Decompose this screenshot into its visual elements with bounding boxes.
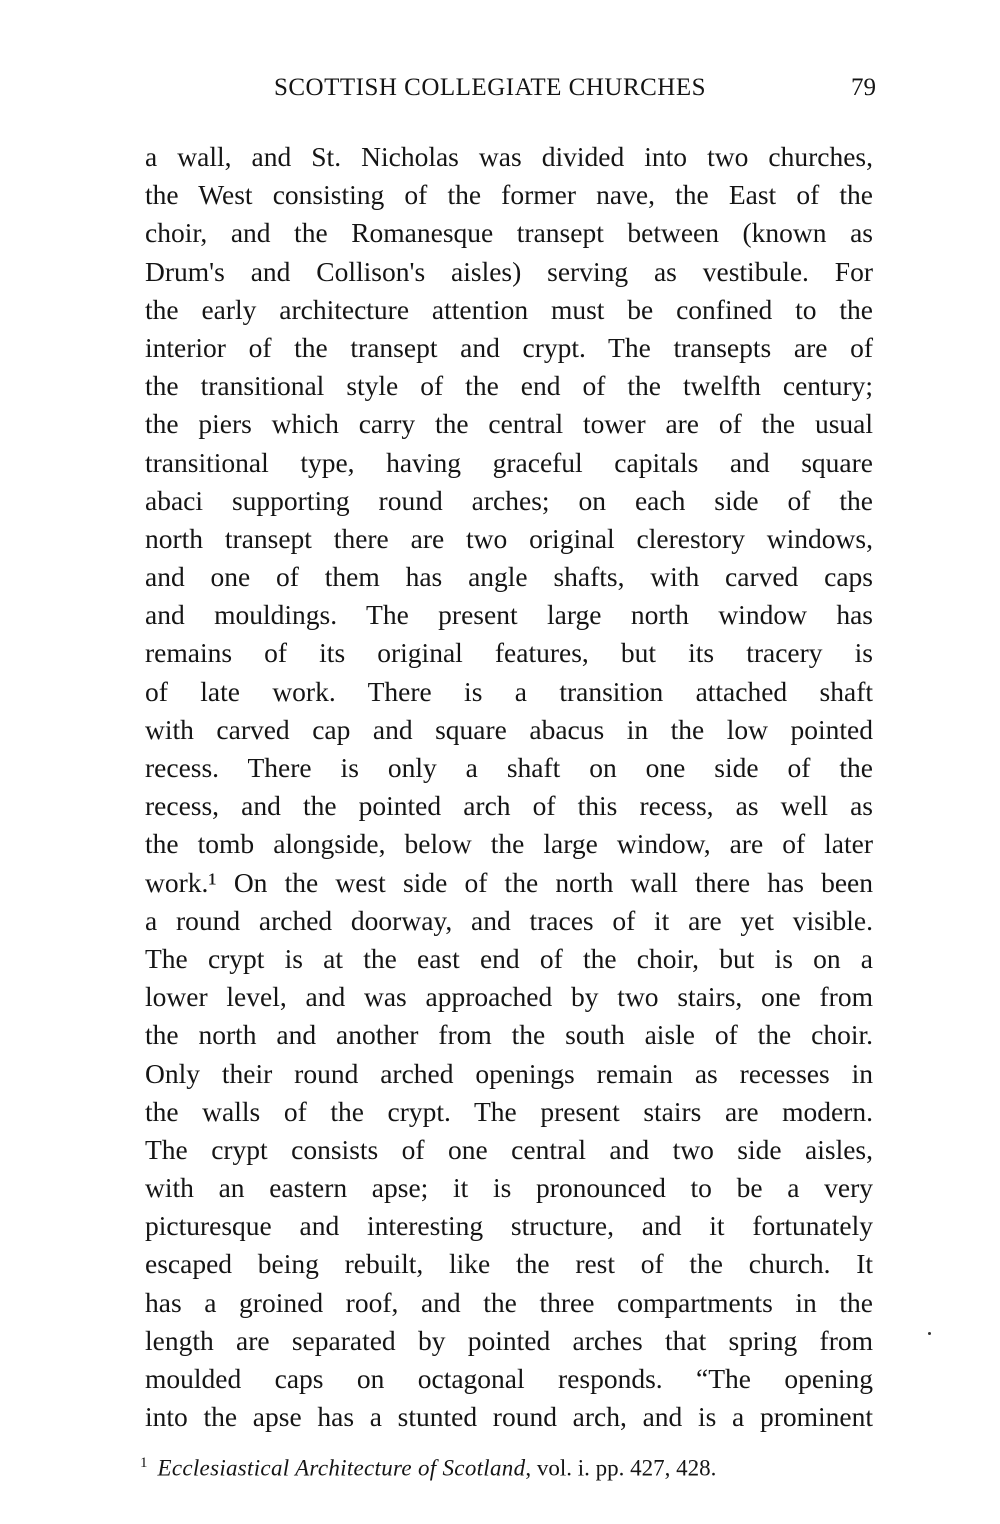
page-number: 79 <box>851 74 876 101</box>
text-line-content: has a groined roof, and the three compartments in the <box>145 1286 873 1318</box>
text-line <box>145 405 873 443</box>
text-line <box>145 1360 873 1398</box>
text-line-content: the transitional style of the end of the twelfth century; <box>145 370 873 402</box>
text-line-content: transitional type, having graceful capitals and square <box>145 446 873 478</box>
text-line <box>145 444 873 482</box>
text-line <box>145 1322 873 1360</box>
text-line-content: picturesque and interesting structure, and it fortunately <box>145 1210 873 1242</box>
text-line-content: a round arched doorway, and traces of it are yet visible. <box>145 904 873 936</box>
text-line <box>145 1093 873 1131</box>
text-line-content: work.¹ On the west side of the north wall there has been <box>145 866 873 898</box>
text-line <box>145 1245 873 1283</box>
text-line-content: recess. There is only a shaft on one side of the <box>145 752 873 783</box>
text-line-content: interior of the transept and crypt. The transepts are of <box>145 331 873 363</box>
text-line <box>145 329 873 367</box>
text-line <box>145 749 873 787</box>
text-line-content: a wall, and St. Nicholas was divided into two churches, <box>145 141 873 172</box>
text-line-content: choir, and the Romanesque transept between (known as <box>145 217 873 249</box>
text-line <box>145 253 873 291</box>
text-line <box>145 940 873 978</box>
text-line <box>145 711 873 749</box>
text-line-content: of late work. There is a transition attached shaft <box>145 675 873 707</box>
text-line-content: abaci supporting round arches; on each side of the <box>145 484 873 516</box>
text-line-content: the early architecture attention must be confined to the <box>145 293 873 325</box>
text-line-content: moulded caps on octagonal responds. “The opening <box>145 1363 873 1394</box>
footnote <box>140 1455 716 1482</box>
text-line <box>145 1169 873 1207</box>
text-line <box>145 520 873 558</box>
text-line-content: remains of its original features, but its tracery is <box>145 637 873 669</box>
footnote-title: Ecclesiastical Architecture of Scotland <box>157 1455 526 1481</box>
text-line-content: Drum's and Collison's aisles) serving as vestibule. For <box>145 255 873 287</box>
text-line <box>145 825 873 863</box>
footnote-reference: , vol. i. pp. 427, 428. <box>525 1455 717 1481</box>
text-line <box>145 673 873 711</box>
text-line <box>145 596 873 634</box>
text-line-content: length are separated by pointed arches that spring from <box>145 1324 873 1356</box>
body-text <box>145 138 873 1436</box>
text-line <box>145 558 873 596</box>
text-line <box>145 138 873 176</box>
text-line-content: recess, and the pointed arch of this recess, as well as <box>145 790 873 822</box>
text-line <box>145 367 873 405</box>
text-line-content: the tomb alongside, below the large window, are of later <box>145 828 873 860</box>
text-line-content: the walls of the crypt. The present stairs are modern. <box>145 1095 873 1127</box>
text-line-content: The crypt consists of one central and two side aisles, <box>145 1133 873 1165</box>
text-line <box>145 902 873 940</box>
text-line-content: into the apse has a stunted round arch, and is a prominent <box>145 1401 873 1433</box>
text-line-content: with an eastern apse; it is pronounced to be a very <box>145 1172 873 1204</box>
text-line-content: escaped being rebuilt, like the rest of the church. It <box>145 1248 873 1280</box>
text-line <box>145 214 873 252</box>
text-line <box>145 291 873 329</box>
text-line <box>145 787 873 825</box>
text-line <box>145 176 873 214</box>
text-line <box>145 1016 873 1054</box>
text-line-content: Only their round arched openings remain as recesses in <box>145 1057 873 1089</box>
text-line-content: the West consisting of the former nave, the East of the <box>145 179 873 211</box>
footnote-marker: 1 <box>140 1455 148 1471</box>
text-line-content: the piers which carry the central tower are of the usual <box>145 408 873 440</box>
text-line <box>145 1131 873 1169</box>
text-line-content: The crypt is at the east end of the choir, but is on a <box>145 942 873 974</box>
text-line-content: lower level, and was approached by two stairs, one from <box>145 981 873 1013</box>
running-title: SCOTTISH COLLEGIATE CHURCHES <box>273 74 707 101</box>
scan-speck <box>928 1332 931 1335</box>
text-line <box>145 1055 873 1093</box>
text-line-content: north transept there are two original clerestory windows, <box>145 522 873 554</box>
text-line <box>145 1207 873 1245</box>
text-line-content: and one of them has angle shafts, with carved caps <box>145 561 873 593</box>
text-line-content: the north and another from the south aisle of the choir. <box>145 1019 873 1051</box>
text-line <box>145 864 873 902</box>
text-line <box>145 978 873 1016</box>
text-line <box>145 482 873 520</box>
text-line-content: and mouldings. The present large north window has <box>145 599 873 631</box>
text-line <box>145 634 873 672</box>
text-line <box>145 1284 873 1322</box>
text-line <box>145 1398 873 1436</box>
text-line-content: with carved cap and square abacus in the low pointed <box>145 713 873 745</box>
